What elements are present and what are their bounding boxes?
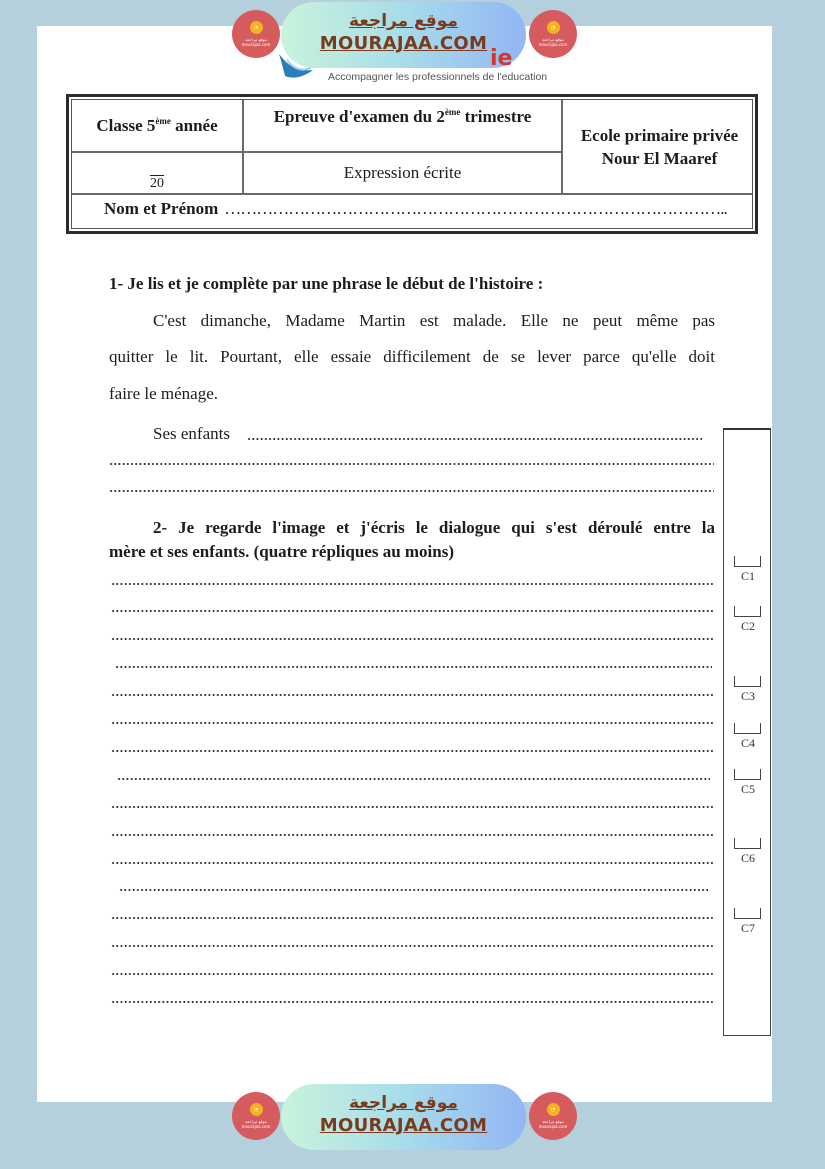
answer-line[interactable] <box>111 638 714 640</box>
watermark-bottom <box>0 1082 825 1152</box>
answer-line[interactable] <box>111 806 714 808</box>
answer-line[interactable] <box>119 889 708 891</box>
watermark-arabic: موقع مراجعة <box>349 1093 458 1113</box>
school-line-1: Ecole primaire privée <box>580 126 739 145</box>
criterion-c5[interactable]: C5 <box>734 769 762 796</box>
score-cell <box>72 153 242 193</box>
subject-cell: Expression écrite <box>343 163 462 182</box>
watermark-badge-left[interactable] <box>232 1092 280 1140</box>
answer-line[interactable] <box>111 750 714 752</box>
badge-text: موقع مراجعة mourajaa.com <box>241 37 271 47</box>
bird-wing-logo-icon <box>277 50 317 86</box>
answer-line[interactable] <box>111 694 714 696</box>
grade-box[interactable] <box>734 769 761 780</box>
logo-tagline: Accompagner les professionnels de l'education <box>328 71 548 83</box>
watermark-arabic: موقع مراجعة <box>349 11 458 31</box>
exercise-1-line-3: faire le ménage. <box>109 384 219 403</box>
logo-title-partial: ie <box>490 46 513 71</box>
answer-line[interactable] <box>111 945 714 947</box>
answer-line[interactable] <box>247 438 702 440</box>
answer-line[interactable] <box>111 1001 714 1003</box>
school-line-2: Nour El Maaref <box>601 149 718 168</box>
grade-box[interactable] <box>734 723 761 734</box>
answer-line[interactable] <box>111 610 714 612</box>
watermark-top <box>0 0 825 70</box>
grade-box[interactable] <box>734 676 761 687</box>
school-cell <box>563 116 756 178</box>
answer-line[interactable] <box>111 862 714 864</box>
exercise-1-title: 1- Je lis et je complète par une phrase le début de l'histoire : <box>109 274 544 293</box>
exam-title-cell: Epreuve d'examen du 2ème trimestre <box>273 107 532 126</box>
answer-line[interactable] <box>111 834 714 836</box>
answer-line[interactable] <box>111 583 714 585</box>
badge-text: موقع مراجعة mourajaa.com <box>538 37 568 47</box>
criterion-c6[interactable]: C6 <box>734 838 762 865</box>
grade-box[interactable] <box>734 556 761 567</box>
answer-line[interactable] <box>111 722 714 724</box>
criterion-c4[interactable]: C4 <box>734 723 762 750</box>
watermark-badge-left[interactable] <box>232 10 280 58</box>
criterion-c2[interactable]: C2 <box>734 606 762 633</box>
watermark-link[interactable] <box>281 1084 526 1150</box>
answer-line[interactable] <box>109 463 714 465</box>
name-field[interactable] <box>72 195 752 225</box>
grade-box[interactable] <box>734 606 761 617</box>
exercise-2-title-line-2: mère et ses enfants. (quatre répliques au moins) <box>109 542 455 561</box>
exercise-1-line-1: C'est dimanche, Madame Martin est malade. Elle ne peut même pas <box>153 311 715 330</box>
exercise-2-title-line-1: 2- Je regarde l'image et j'écris le dialogue qui s'est déroulé entre la <box>153 518 715 537</box>
watermark-site: MOURAJAA.COM <box>319 33 488 54</box>
mourajaa-logo-icon: ◔ <box>250 21 263 34</box>
grade-box[interactable] <box>734 838 761 849</box>
criterion-c1[interactable]: C1 <box>734 556 762 583</box>
badge-text: موقع مراجعة mourajaa.com <box>241 1119 271 1129</box>
mourajaa-logo-icon: ◔ <box>547 1103 560 1116</box>
answer-line[interactable] <box>117 778 710 780</box>
grading-criteria-column <box>723 428 771 1036</box>
mourajaa-logo-icon: ◔ <box>250 1103 263 1116</box>
exam-header-table <box>66 94 758 234</box>
answer-start-label: Ses enfants <box>153 424 230 443</box>
grade-box[interactable] <box>734 908 761 919</box>
badge-text: موقع مراجعة mourajaa.com <box>538 1119 568 1129</box>
answer-line[interactable] <box>109 490 714 492</box>
criterion-c3[interactable]: C3 <box>734 676 762 703</box>
answer-line[interactable] <box>111 973 714 975</box>
watermark-site: MOURAJAA.COM <box>319 1115 488 1136</box>
answer-line[interactable] <box>115 666 712 668</box>
watermark-badge-right[interactable] <box>529 10 577 58</box>
name-dots: ………………………………………………………………………………….. <box>224 199 727 218</box>
score-denominator: 20 <box>150 176 164 191</box>
answer-line[interactable] <box>111 917 714 919</box>
name-label: Nom et Prénom <box>104 199 219 218</box>
mourajaa-logo-icon: ◔ <box>547 21 560 34</box>
exercise-1-line-2: quitter le lit. Pourtant, elle essaie difficilement de se lever parce qu'elle doit <box>109 347 715 366</box>
class-cell: Classe 5ème année <box>96 115 218 135</box>
criterion-c7[interactable]: C7 <box>734 908 762 935</box>
watermark-badge-right[interactable] <box>529 1092 577 1140</box>
